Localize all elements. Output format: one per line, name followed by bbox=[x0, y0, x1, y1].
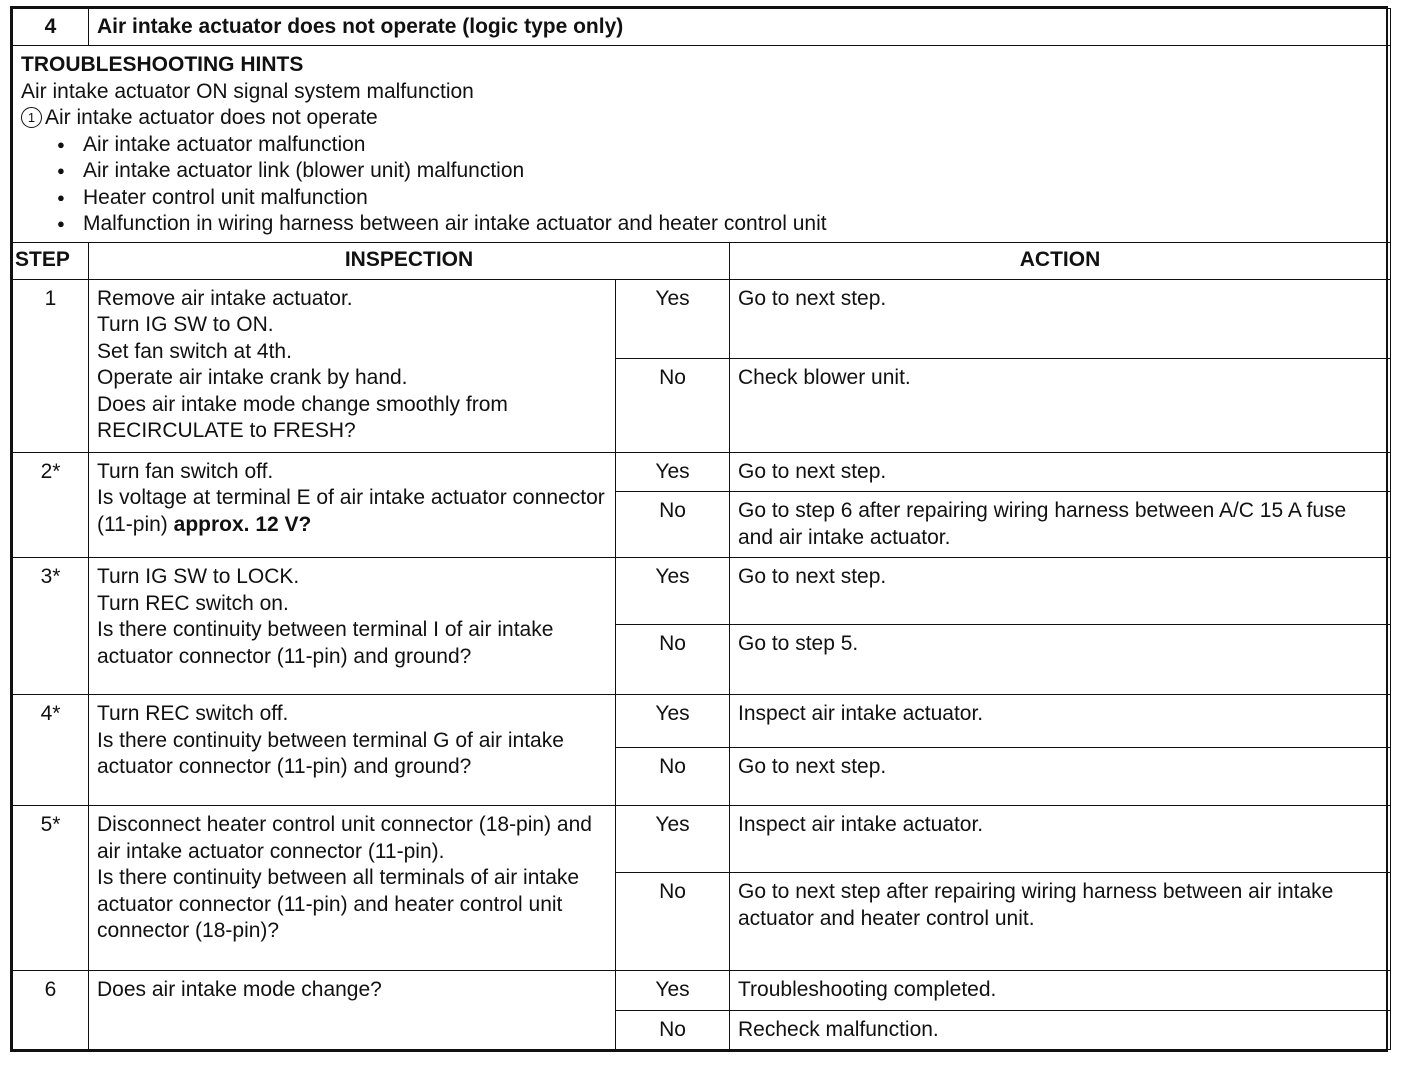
yes-action: Go to next step. bbox=[730, 279, 1391, 358]
yes-label: Yes bbox=[616, 695, 730, 748]
no-action: Go to step 6 after repairing wiring harness between A/C 15 A fuse and air intake actuator. bbox=[730, 492, 1391, 558]
hints-subtitle: 1 Air intake actuator does not operate bbox=[21, 105, 1382, 132]
yes-label: Yes bbox=[616, 806, 730, 873]
no-label: No bbox=[616, 625, 730, 695]
hints-line: Air intake actuator ON signal system malfunction bbox=[21, 79, 474, 103]
table-row bbox=[13, 806, 1391, 873]
procedure-number: 4 bbox=[13, 9, 89, 46]
inspection-cell: Disconnect heater control unit connector (18-pin) and air intake actuator connector (11-pin). Is there continuity between all terminals of air intake actuator connector (11-pin) and heater control unit connector (18-pin)? bbox=[89, 806, 616, 971]
circled-number-icon: 1 bbox=[21, 107, 42, 128]
column-header-row bbox=[13, 242, 1391, 279]
step-number: 1 bbox=[13, 279, 89, 452]
step-number: 6 bbox=[13, 971, 89, 1050]
table-row bbox=[13, 452, 1391, 492]
yes-label: Yes bbox=[616, 971, 730, 1011]
table-row bbox=[13, 558, 1391, 625]
inspection-cell: Turn fan switch off. Is voltage at terminal E of air intake actuator connector (11-pin) approx. 12 V? bbox=[89, 452, 616, 558]
yes-label: Yes bbox=[616, 279, 730, 358]
yes-action: Go to next step. bbox=[730, 452, 1391, 492]
column-header-action: ACTION bbox=[730, 242, 1391, 279]
yes-action: Troubleshooting completed. bbox=[730, 971, 1391, 1011]
inspection-cell: Does air intake mode change? bbox=[89, 971, 616, 1050]
table-row bbox=[13, 279, 1391, 358]
no-action: Go to step 5. bbox=[730, 625, 1391, 695]
troubleshooting-hints bbox=[13, 46, 1391, 243]
step-number: 2* bbox=[13, 452, 89, 558]
list-item: ● Malfunction in wiring harness between air intake actuator and heater control unit bbox=[21, 211, 1382, 238]
inspection-cell: Turn IG SW to LOCK. Turn REC switch on. Is there continuity between terminal I of air intake actuator connector (11-pin) and ground? bbox=[89, 558, 616, 695]
no-action: Recheck malfunction. bbox=[730, 1010, 1391, 1050]
table-row bbox=[13, 971, 1391, 1011]
list-item: ● Heater control unit malfunction bbox=[21, 185, 1382, 212]
troubleshooting-table-frame bbox=[10, 6, 1388, 1052]
step-number: 3* bbox=[13, 558, 89, 695]
no-label: No bbox=[616, 1010, 730, 1050]
yes-label: Yes bbox=[616, 452, 730, 492]
troubleshooting-table bbox=[12, 8, 1391, 1050]
no-label: No bbox=[616, 748, 730, 806]
inspection-cell: Turn REC switch off. Is there continuity between terminal G of air intake actuator connector (11-pin) and ground? bbox=[89, 695, 616, 806]
list-item: ● Air intake actuator link (blower unit) malfunction bbox=[21, 158, 1382, 185]
no-action: Check blower unit. bbox=[730, 358, 1391, 452]
no-label: No bbox=[616, 358, 730, 452]
column-header-inspection: INSPECTION bbox=[89, 242, 730, 279]
no-label: No bbox=[616, 492, 730, 558]
hints-heading: TROUBLESHOOTING HINTS bbox=[21, 53, 304, 76]
header-row bbox=[13, 9, 1391, 46]
hints-bullet-list bbox=[21, 132, 1382, 238]
no-action: Go to next step after repairing wiring harness between air intake actuator and heater control unit. bbox=[730, 873, 1391, 971]
yes-action: Go to next step. bbox=[730, 558, 1391, 625]
yes-label: Yes bbox=[616, 558, 730, 625]
step-number: 4* bbox=[13, 695, 89, 806]
table-row bbox=[13, 695, 1391, 748]
inspection-cell: Remove air intake actuator. Turn IG SW to ON. Set fan switch at 4th. Operate air intake crank by hand. Does air intake mode change smoothly from RECIRCULATE to FRESH? bbox=[89, 279, 616, 452]
hints-row bbox=[13, 46, 1391, 243]
yes-action: Inspect air intake actuator. bbox=[730, 806, 1391, 873]
procedure-title: Air intake actuator does not operate (logic type only) bbox=[89, 9, 1391, 46]
step-number: 5* bbox=[13, 806, 89, 971]
yes-action: Inspect air intake actuator. bbox=[730, 695, 1391, 748]
list-item: ● Air intake actuator malfunction bbox=[21, 132, 1382, 159]
no-label: No bbox=[616, 873, 730, 971]
column-header-step: STEP bbox=[13, 242, 89, 279]
no-action: Go to next step. bbox=[730, 748, 1391, 806]
